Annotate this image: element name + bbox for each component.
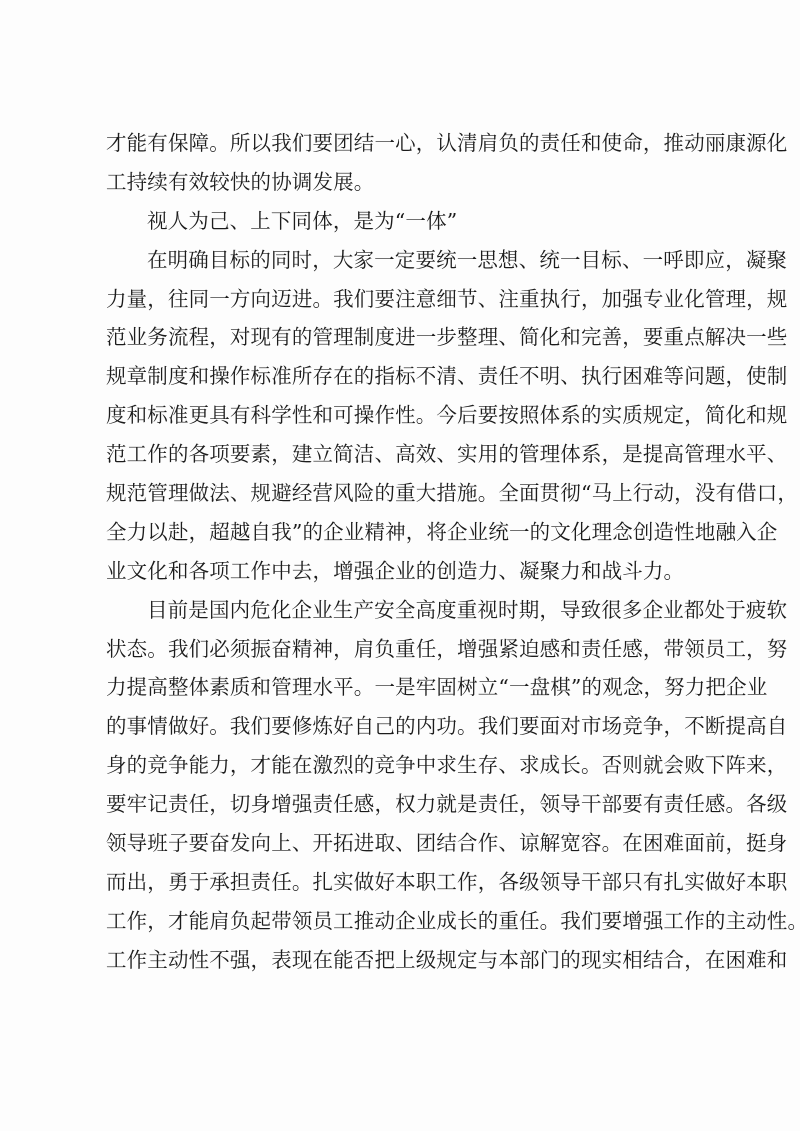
text-line: 而出，勇于承担责任。扎实做好本职工作，各级领导干部只有扎实做好本职 xyxy=(106,869,788,894)
text-line: 身的竞争能力，才能在激烈的竞争中求生存、求成长。否则就会败下阵来， xyxy=(106,753,788,778)
text-line: 业文化和各项工作中去，增强企业的创造力、凝聚力和战斗力。 xyxy=(106,558,685,583)
text-line: 的事情做好。我们要修炼好自己的内功。我们要面对市场竞争，不断提高自 xyxy=(106,714,788,739)
text-line: 规章制度和操作标准所存在的指标不清、责任不明、执行困难等问题，使制 xyxy=(106,364,788,389)
text-line: 才能有保障。所以我们要团结一心，认清肩负的责任和使命，推动丽康源化 xyxy=(106,131,788,155)
text-line: 目前是国内危化企业生产安全高度重视时期，导致很多企业都处于疲软 xyxy=(147,597,788,622)
text-line: 工作，才能肩负起带领员工推动企业成长的重任。我们要增强工作的主动性。 xyxy=(106,908,808,933)
text-line: 领导班子要奋发向上、开拓进取、团结合作、谅解宽容。在困难面前，挺身 xyxy=(106,831,788,856)
text-line: 范业务流程，对现有的管理制度进一步整理、简化和完善，要重点解决一些 xyxy=(106,325,788,350)
body-text xyxy=(106,124,808,980)
text-line: 工作主动性不强，表现在能否把上级规定与本部门的现实相结合，在困难和 xyxy=(106,947,788,972)
text-line: 范工作的各项要素，建立简洁、高效、实用的管理体系，是提高管理水平、 xyxy=(106,442,788,467)
text-line: 状态。我们必须振奋精神，肩负重任，增强紧迫感和责任感，带领员工，努 xyxy=(106,636,788,661)
text-line: 度和标准更具有科学性和可操作性。今后要按照体系的实质规定，简化和规 xyxy=(106,403,788,428)
text-line: 全力以赴，超越自我”的企业精神，将企业统一的文化理念创造性地融入企 xyxy=(106,519,778,544)
text-line: 要牢记责任，切身增强责任感，权力就是责任，领导干部要有责任感。各级 xyxy=(106,792,788,817)
text-line: 工持续有效较快的协调发展。 xyxy=(106,169,375,194)
text-line: 力量，往同一方向迈进。我们要注意细节、注重执行，加强专业化管理，规 xyxy=(106,286,788,311)
text-line: 在明确目标的同时，大家一定要统一思想、统一目标、一呼即应，凝聚 xyxy=(147,247,788,272)
text-line: 力提高整体素质和管理水平。一是牢固树立“一盘棋”的观念，努力把企业 xyxy=(106,675,768,700)
text-line: 规范管理做法、规避经营风险的重大措施。全面贯彻“马上行动，没有借口， xyxy=(106,481,799,506)
section-heading: 视人为己、上下同体，是为“一体” xyxy=(147,208,458,233)
